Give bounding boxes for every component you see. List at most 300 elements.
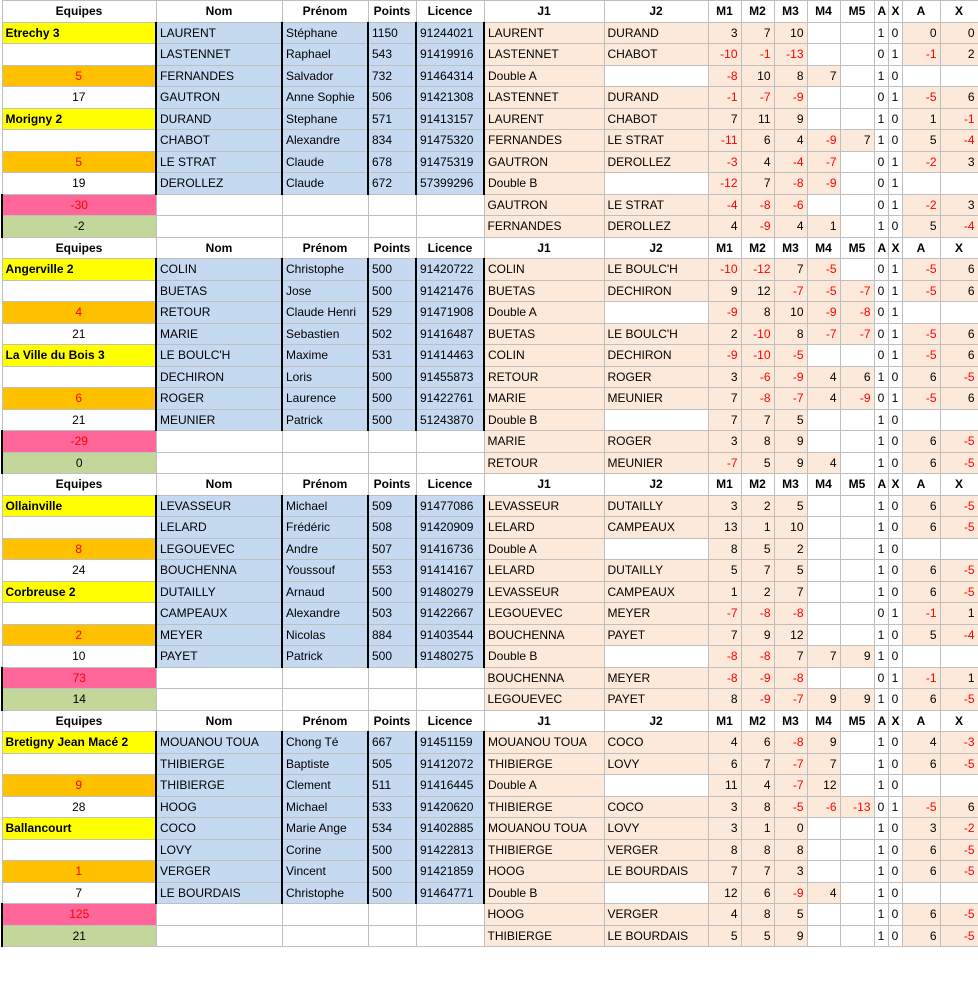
cell-j1: FERNANDES <box>484 130 604 152</box>
cell-team: 7 <box>2 882 156 904</box>
cell-j2: PAYET <box>604 624 708 646</box>
table-row <box>2 732 978 754</box>
cell-points: 500 <box>368 259 416 281</box>
cell-j1: BOUCHENNA <box>484 624 604 646</box>
cell-points <box>368 667 416 689</box>
table-row <box>2 302 978 324</box>
cell-x: 0 <box>888 839 902 861</box>
cell-m2: -12 <box>741 259 774 281</box>
cell-m5 <box>840 925 874 947</box>
cell-j1: HOOG <box>484 861 604 883</box>
header-j1: J1 <box>484 237 604 259</box>
cell-points: 553 <box>368 560 416 582</box>
cell-prenom: Salvador <box>282 65 368 87</box>
cell-m4: 4 <box>807 366 840 388</box>
cell-prenom: Nicolas <box>282 624 368 646</box>
cell-m1: 1 <box>708 581 741 603</box>
cell-a2: -5 <box>902 388 940 410</box>
cell-m2: 6 <box>741 732 774 754</box>
cell-team <box>2 839 156 861</box>
cell-nom: DURAND <box>156 108 282 130</box>
cell-points: 511 <box>368 775 416 797</box>
cell-m1: 13 <box>708 517 741 539</box>
cell-prenom: Baptiste <box>282 753 368 775</box>
header-j1: J1 <box>484 1 604 23</box>
cell-team: 5 <box>2 65 156 87</box>
cell-a: 0 <box>874 173 888 195</box>
cell-team: 21 <box>2 323 156 345</box>
cell-m5 <box>840 882 874 904</box>
header-licence: Licence <box>416 474 484 496</box>
cell-m1: 8 <box>708 689 741 711</box>
cell-x: 1 <box>888 44 902 66</box>
cell-prenom: Alexandre <box>282 130 368 152</box>
cell-m3: 5 <box>774 904 807 926</box>
cell-x2: 6 <box>940 259 978 281</box>
cell-m4: 4 <box>807 388 840 410</box>
cell-m3: 7 <box>774 646 807 668</box>
header-points: Points <box>368 710 416 732</box>
header-j2: J2 <box>604 474 708 496</box>
cell-x: 0 <box>888 775 902 797</box>
cell-a: 1 <box>874 904 888 926</box>
cell-points: 543 <box>368 44 416 66</box>
cell-nom <box>156 194 282 216</box>
header-j2: J2 <box>604 237 708 259</box>
cell-j2: CAMPEAUX <box>604 581 708 603</box>
cell-m3: 9 <box>774 452 807 474</box>
header-prenom: Prénom <box>282 1 368 23</box>
cell-m1: 7 <box>708 108 741 130</box>
cell-prenom: Stephane <box>282 108 368 130</box>
cell-m5: -7 <box>840 280 874 302</box>
cell-team: -2 <box>2 216 156 238</box>
cell-x: 0 <box>888 452 902 474</box>
cell-m1: -12 <box>708 173 741 195</box>
cell-points: 507 <box>368 538 416 560</box>
table-row <box>2 775 978 797</box>
cell-licence: 91480279 <box>416 581 484 603</box>
cell-prenom: Andre <box>282 538 368 560</box>
cell-points: 500 <box>368 882 416 904</box>
cell-m2: 4 <box>741 151 774 173</box>
cell-m3: 0 <box>774 818 807 840</box>
cell-nom: LEGOUEVEC <box>156 538 282 560</box>
cell-x2: 6 <box>940 280 978 302</box>
cell-nom <box>156 667 282 689</box>
cell-licence: 91402885 <box>416 818 484 840</box>
cell-prenom: Marie Ange <box>282 818 368 840</box>
cell-m4: -9 <box>807 173 840 195</box>
cell-team <box>2 280 156 302</box>
cell-team: Bretigny Jean Macé 2 <box>2 732 156 754</box>
cell-m2: 6 <box>741 130 774 152</box>
cell-m2: 5 <box>741 452 774 474</box>
cell-licence: 51243870 <box>416 409 484 431</box>
cell-j1: RETOUR <box>484 452 604 474</box>
cell-a2: -5 <box>902 796 940 818</box>
table-row <box>2 151 978 173</box>
cell-x2: 3 <box>940 151 978 173</box>
cell-a: 1 <box>874 409 888 431</box>
header-licence: Licence <box>416 237 484 259</box>
cell-prenom: Sebastien <box>282 323 368 345</box>
cell-j1: THIBIERGE <box>484 925 604 947</box>
cell-team <box>2 517 156 539</box>
cell-a: 1 <box>874 431 888 453</box>
cell-a: 0 <box>874 302 888 324</box>
cell-a2: 6 <box>902 839 940 861</box>
cell-j1: Double A <box>484 65 604 87</box>
cell-x2: -4 <box>940 130 978 152</box>
cell-m2: 7 <box>741 173 774 195</box>
cell-x: 0 <box>888 431 902 453</box>
cell-m2: 10 <box>741 65 774 87</box>
cell-j1: BUETAS <box>484 323 604 345</box>
cell-a2: 6 <box>902 431 940 453</box>
cell-a: 1 <box>874 560 888 582</box>
cell-m3: -9 <box>774 882 807 904</box>
table-row <box>2 280 978 302</box>
cell-m2: 11 <box>741 108 774 130</box>
cell-nom <box>156 431 282 453</box>
cell-a2 <box>902 538 940 560</box>
cell-j1: Double B <box>484 646 604 668</box>
cell-points: 834 <box>368 130 416 152</box>
cell-m1: 4 <box>708 732 741 754</box>
cell-x2 <box>940 409 978 431</box>
cell-a: 0 <box>874 44 888 66</box>
table-row <box>2 388 978 410</box>
cell-j2: CAMPEAUX <box>604 517 708 539</box>
cell-j2: DEROLLEZ <box>604 151 708 173</box>
header-x: X <box>888 474 902 496</box>
cell-team: 9 <box>2 775 156 797</box>
cell-a: 0 <box>874 323 888 345</box>
cell-a: 1 <box>874 882 888 904</box>
cell-m1: -7 <box>708 452 741 474</box>
cell-points: 500 <box>368 366 416 388</box>
header-nom: Nom <box>156 237 282 259</box>
cell-m4 <box>807 44 840 66</box>
cell-j2: DURAND <box>604 87 708 109</box>
results-table <box>1 0 978 947</box>
cell-x2: 6 <box>940 796 978 818</box>
cell-j1: COLIN <box>484 345 604 367</box>
cell-m3: -7 <box>774 388 807 410</box>
cell-m3: 7 <box>774 259 807 281</box>
cell-prenom: Patrick <box>282 646 368 668</box>
header-m1: M1 <box>708 1 741 23</box>
cell-licence <box>416 194 484 216</box>
cell-m3: -6 <box>774 194 807 216</box>
cell-j1: GAUTRON <box>484 194 604 216</box>
cell-licence: 91420722 <box>416 259 484 281</box>
cell-a2: 6 <box>902 517 940 539</box>
cell-licence: 91414167 <box>416 560 484 582</box>
table-row <box>2 495 978 517</box>
cell-x2: 1 <box>940 667 978 689</box>
header-m2: M2 <box>741 710 774 732</box>
cell-x2: -4 <box>940 624 978 646</box>
cell-x: 0 <box>888 495 902 517</box>
cell-m2: -8 <box>741 194 774 216</box>
cell-nom: DUTAILLY <box>156 581 282 603</box>
cell-m2: 1 <box>741 517 774 539</box>
cell-nom: MEYER <box>156 624 282 646</box>
cell-points: 506 <box>368 87 416 109</box>
cell-j2: DURAND <box>604 22 708 44</box>
cell-m2: -9 <box>741 689 774 711</box>
cell-prenom: Corine <box>282 839 368 861</box>
cell-m1: -8 <box>708 667 741 689</box>
cell-m3: 3 <box>774 861 807 883</box>
cell-m1: 3 <box>708 796 741 818</box>
cell-x: 1 <box>888 388 902 410</box>
cell-m1: 7 <box>708 409 741 431</box>
cell-m3: 9 <box>774 925 807 947</box>
cell-team: 10 <box>2 646 156 668</box>
cell-licence <box>416 431 484 453</box>
cell-x2 <box>940 65 978 87</box>
header-j1: J1 <box>484 710 604 732</box>
cell-j1: LEGOUEVEC <box>484 603 604 625</box>
table-row <box>2 22 978 44</box>
cell-x: 1 <box>888 151 902 173</box>
cell-points <box>368 194 416 216</box>
cell-m5 <box>840 216 874 238</box>
cell-x: 0 <box>888 925 902 947</box>
cell-a2: -5 <box>902 280 940 302</box>
cell-team: Corbreuse 2 <box>2 581 156 603</box>
cell-m5 <box>840 259 874 281</box>
cell-nom <box>156 925 282 947</box>
header-row <box>2 1 978 23</box>
header-x2: X <box>940 474 978 496</box>
cell-x: 0 <box>888 581 902 603</box>
cell-a: 1 <box>874 624 888 646</box>
cell-m1: -9 <box>708 302 741 324</box>
cell-j1: LEVASSEUR <box>484 581 604 603</box>
cell-licence: 91475320 <box>416 130 484 152</box>
cell-nom: DEROLLEZ <box>156 173 282 195</box>
header-nom: Nom <box>156 1 282 23</box>
cell-team: Etrechy 3 <box>2 22 156 44</box>
cell-licence <box>416 452 484 474</box>
cell-m5 <box>840 775 874 797</box>
cell-j2: ROGER <box>604 366 708 388</box>
cell-a: 1 <box>874 495 888 517</box>
cell-m4 <box>807 108 840 130</box>
cell-m4 <box>807 538 840 560</box>
cell-x: 1 <box>888 259 902 281</box>
cell-licence: 91414463 <box>416 345 484 367</box>
cell-j2: LOVY <box>604 753 708 775</box>
cell-j2 <box>604 646 708 668</box>
cell-m4: 4 <box>807 882 840 904</box>
cell-x: 1 <box>888 173 902 195</box>
cell-a: 1 <box>874 646 888 668</box>
cell-x2 <box>940 646 978 668</box>
header-team: Equipes <box>2 474 156 496</box>
cell-m3: 5 <box>774 409 807 431</box>
cell-x2: -5 <box>940 839 978 861</box>
cell-m4 <box>807 431 840 453</box>
cell-licence: 91451159 <box>416 732 484 754</box>
cell-a2: -5 <box>902 87 940 109</box>
cell-a2 <box>902 302 940 324</box>
cell-x2 <box>940 775 978 797</box>
header-m3: M3 <box>774 1 807 23</box>
cell-points <box>368 452 416 474</box>
cell-licence: 91413157 <box>416 108 484 130</box>
cell-m1: -10 <box>708 259 741 281</box>
header-a2: A <box>902 1 940 23</box>
cell-j2: ROGER <box>604 431 708 453</box>
header-row <box>2 237 978 259</box>
cell-m1: 3 <box>708 495 741 517</box>
cell-points: 509 <box>368 495 416 517</box>
cell-m1: -4 <box>708 194 741 216</box>
cell-team <box>2 130 156 152</box>
cell-j2: VERGER <box>604 839 708 861</box>
cell-m4 <box>807 818 840 840</box>
cell-m4: 12 <box>807 775 840 797</box>
cell-points: 500 <box>368 646 416 668</box>
cell-j2: LE STRAT <box>604 194 708 216</box>
cell-a: 1 <box>874 108 888 130</box>
cell-prenom <box>282 194 368 216</box>
cell-team: 14 <box>2 689 156 711</box>
cell-m5 <box>840 495 874 517</box>
cell-points: 667 <box>368 732 416 754</box>
cell-points <box>368 904 416 926</box>
cell-x: 0 <box>888 624 902 646</box>
cell-a2: 6 <box>902 753 940 775</box>
cell-m5 <box>840 409 874 431</box>
cell-j2: VERGER <box>604 904 708 926</box>
table-row <box>2 861 978 883</box>
cell-team: 8 <box>2 538 156 560</box>
cell-x: 1 <box>888 796 902 818</box>
header-a: A <box>874 1 888 23</box>
cell-team: Morigny 2 <box>2 108 156 130</box>
cell-m3: -9 <box>774 87 807 109</box>
cell-j2: MEYER <box>604 603 708 625</box>
cell-a2: 6 <box>902 925 940 947</box>
cell-licence: 91421476 <box>416 280 484 302</box>
cell-a2: -5 <box>902 259 940 281</box>
header-licence: Licence <box>416 1 484 23</box>
cell-j2: LE BOULC'H <box>604 323 708 345</box>
cell-x2: 3 <box>940 194 978 216</box>
cell-a: 0 <box>874 151 888 173</box>
header-m1: M1 <box>708 710 741 732</box>
cell-j2: MEUNIER <box>604 388 708 410</box>
cell-x2: -5 <box>940 925 978 947</box>
header-m4: M4 <box>807 710 840 732</box>
cell-m1: 7 <box>708 388 741 410</box>
cell-m3: -13 <box>774 44 807 66</box>
cell-m3: 10 <box>774 22 807 44</box>
cell-points: 678 <box>368 151 416 173</box>
cell-licence: 91421308 <box>416 87 484 109</box>
cell-m4: 9 <box>807 732 840 754</box>
header-m1: M1 <box>708 237 741 259</box>
cell-m2: -10 <box>741 323 774 345</box>
cell-points: 732 <box>368 65 416 87</box>
cell-nom: LE BOULC'H <box>156 345 282 367</box>
cell-nom: COLIN <box>156 259 282 281</box>
cell-m4 <box>807 861 840 883</box>
cell-m5 <box>840 581 874 603</box>
cell-a: 0 <box>874 87 888 109</box>
cell-x: 0 <box>888 216 902 238</box>
cell-prenom: Raphael <box>282 44 368 66</box>
cell-m4 <box>807 22 840 44</box>
cell-nom: LAURENT <box>156 22 282 44</box>
table-row <box>2 581 978 603</box>
cell-prenom: Claude Henri <box>282 302 368 324</box>
cell-m5 <box>840 431 874 453</box>
cell-j1: LELARD <box>484 517 604 539</box>
header-m2: M2 <box>741 237 774 259</box>
cell-team: -30 <box>2 194 156 216</box>
cell-nom: MARIE <box>156 323 282 345</box>
cell-x: 1 <box>888 323 902 345</box>
cell-m4 <box>807 345 840 367</box>
cell-a2: -5 <box>902 345 940 367</box>
cell-team: 4 <box>2 302 156 324</box>
cell-licence: 91412072 <box>416 753 484 775</box>
cell-a: 1 <box>874 216 888 238</box>
cell-m2: -10 <box>741 345 774 367</box>
header-points: Points <box>368 474 416 496</box>
cell-m4 <box>807 603 840 625</box>
header-nom: Nom <box>156 474 282 496</box>
cell-team: 5 <box>2 151 156 173</box>
header-row <box>2 710 978 732</box>
cell-j1: LAURENT <box>484 108 604 130</box>
cell-m1: 11 <box>708 775 741 797</box>
cell-m3: 4 <box>774 216 807 238</box>
cell-m1: 3 <box>708 431 741 453</box>
cell-a: 1 <box>874 689 888 711</box>
cell-m3: -5 <box>774 345 807 367</box>
cell-x: 0 <box>888 130 902 152</box>
cell-prenom <box>282 667 368 689</box>
cell-m1: 8 <box>708 839 741 861</box>
table-row <box>2 882 978 904</box>
cell-m5 <box>840 560 874 582</box>
cell-m1: -11 <box>708 130 741 152</box>
cell-points: 531 <box>368 345 416 367</box>
cell-x2: -5 <box>940 581 978 603</box>
cell-j2 <box>604 302 708 324</box>
cell-nom: MOUANOU TOUA <box>156 732 282 754</box>
cell-licence <box>416 667 484 689</box>
header-m5: M5 <box>840 710 874 732</box>
cell-a2 <box>902 882 940 904</box>
cell-points: 500 <box>368 409 416 431</box>
cell-nom <box>156 452 282 474</box>
table-row <box>2 216 978 238</box>
cell-prenom: Michael <box>282 495 368 517</box>
cell-m3: 8 <box>774 65 807 87</box>
table-row <box>2 689 978 711</box>
cell-nom: LASTENNET <box>156 44 282 66</box>
cell-a: 1 <box>874 130 888 152</box>
